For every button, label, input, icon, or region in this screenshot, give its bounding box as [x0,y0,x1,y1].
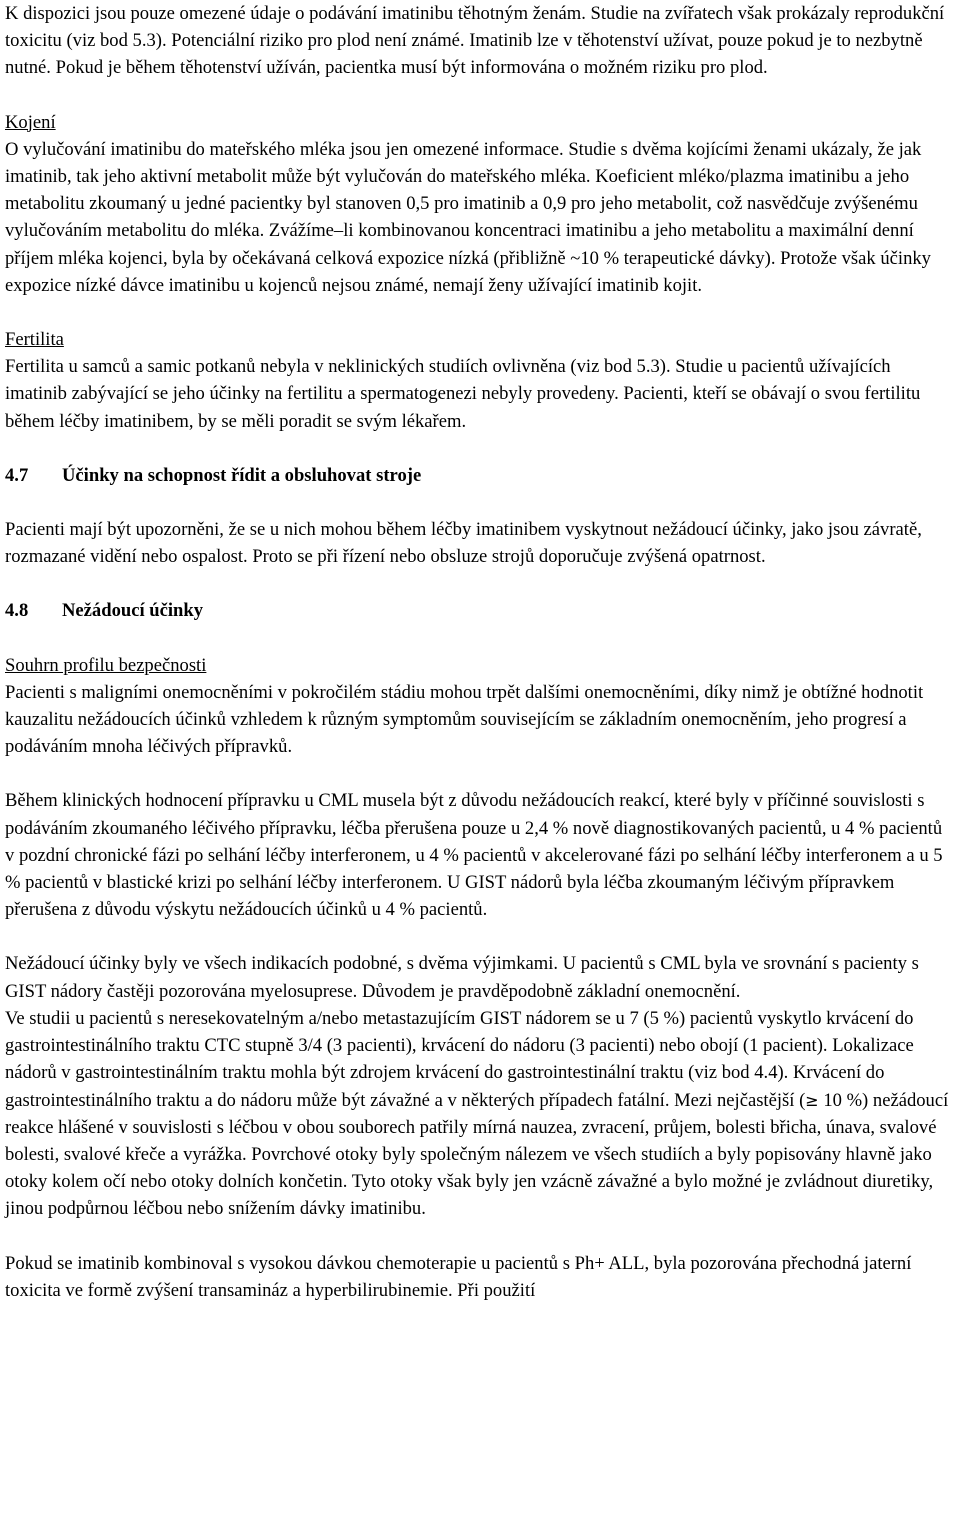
document-page [5,0,953,1304]
paragraph-text: 10 %) nežádoucí reakce hlášené v souvislosti s léčbou v obou souborech patřily mírná nauzea, zvracení, průjem, bolesti břicha, únava, svalové bolesti, svalové křeče a vyrážka. Povrchové otoky byly společným nálezem ve všech studiích a byly popisovány hlavně jako otoky kolem očí nebo otoky dolních končetin. Tyto otoky však byly jen vzácně závažné a bylo možné je zvládnout diuretiky, jinou podpůrnou léčbou nebo snížením dávky imatinibu. [5,1089,949,1220]
breastfeeding-subheading: Kojení [5,111,56,133]
pregnancy-paragraph: K dispozici jsou pouze omezené údaje o podávání imatinibu těhotným ženám. Studie na zvířatech však prokázaly reprodukční toxicitu (viz bod 5.3). Potenciální riziko pro plod není známé. Imatinib lze v těhotenství užívat, pouze pokud je to nezbytně nutné. Pokud je během těhotenství užíván, pacientka musí být informována o možném riziku pro plod. [5,3,945,79]
safety-profile-paragraph-4 [5,1005,953,1223]
spacer [5,299,953,326]
spacer [5,760,953,787]
section-number: 4.7 [5,464,29,486]
spacer [5,625,953,652]
spacer [5,1223,953,1250]
spacer [5,570,953,597]
greater-equal-symbol: ≥ [805,1090,819,1110]
fertility-paragraph: Fertilita u samců a samic potkanů nebyla v neklinických studiích ovlivněna (viz bod 5.3). Studie u pacientů užívajících imatinib zabývající se jeho účinky na fertilitu a spermatogenezi nebyly provedeny. Pacienti, kteří se obávají o svou fertilitu během léčby imatinibem, by se měli poradit se svým lékařem. [5,356,921,432]
section-title: Účinky na schopnost řídit a obsluhovat stroje [62,464,422,486]
fertility-subheading: Fertilita [5,329,64,351]
spacer [5,923,953,950]
safety-profile-subheading: Souhrn profilu bezpečnosti [5,654,207,676]
spacer [5,489,953,516]
section-4-8-heading [5,597,953,624]
section-4-7-heading [5,462,953,489]
section-title: Nežádoucí účinky [62,600,204,622]
safety-profile-paragraph-3: Nežádoucí účinky byly ve všech indikacích podobné, s dvěma výjimkami. U pacientů s CML byla ve srovnání s pacienty s GIST nádory častěji pozorována myelosuprese. Důvodem je pravděpodobně základní onemocnění. [5,953,919,1002]
spacer [5,82,953,109]
safety-profile-paragraph-5: Pokud se imatinib kombinoval s vysokou dávkou chemoterapie u pacientů s Ph+ ALL, byla pozorována přechodná jaterní toxicita ve formě zvýšení transamináz a hyperbilirubinemie. Při použití [5,1252,912,1301]
breastfeeding-paragraph: O vylučování imatinibu do mateřského mléka jsou jen omezené informace. Studie s dvěma kojícími ženami ukázaly, že jak imatinib, tak jeho aktivní metabolit může být vylučován do mateřského mléka. Koeficient mléko/plazma imatinibu a jeho metabolitu zkoumaný u jedné pacientky byl stanoven 0,5 pro imatinib a 0,9 pro jeho metabolit, což nasvědčuje zvýšenému vylučováním metabolitu do mléka. Zvážíme–li kombinovanou koncentraci imatinibu a jeho metabolitu a maximální denní příjem mléka kojenci, byla by očekávaná celková expozice nízká (přibližně ~10 % terapeutické dávky). Protože však účinky expozice nízké dávce imatinibu u kojenců nejsou známé, nemají ženy užívající imatinib kojit. [5,138,931,296]
paragraph-text: Ve studii u pacientů s neresekovatelným a/nebo metastazujícím GIST nádorem se u 7 (5 %) pacientů vyskytlo krvácení do gastrointestinálního traktu CTC stupně 3/4 (3 pacienti), krvácení do nádoru (3 pacienti) nebo obojí (1 pacient). Lokalizace nádorů v gastrointestinálním traktu mohla být zdrojem krvácení do gastrointestinální traktu (viz bod 4.4). Krvácení do gastrointestinálního traktu a do nádoru může být závažné a v některých případech fatální. Mezi nejčastější ( [5,1007,914,1111]
section-4-7-paragraph: Pacienti mají být upozorněni, že se u nich mohou během léčby imatinibem vyskytnout nežádoucí účinky, jako jsou závratě, rozmazané vidění nebo ospalost. Proto se při řízení nebo obsluze strojů doporučuje zvýšená opatrnost. [5,519,922,568]
safety-profile-paragraph-1: Pacienti s maligními onemocněními v pokročilém stádiu mohou trpět dalšími onemocněními, díky nimž je obtížné hodnotit kauzalitu nežádoucích účinků vzhledem k různým symptomům souvisejícím se základním onemocněním, jeho progresí a podáváním mnoha léčivých přípravků. [5,681,924,758]
spacer [5,435,953,462]
section-number: 4.8 [5,600,29,622]
safety-profile-paragraph-2: Během klinických hodnocení přípravku u CML musela být z důvodu nežádoucích reakcí, které byly v příčinné souvislosti s podáváním zkoumaného léčivého přípravku, léčba přerušena pouze u 2,4 % nově diagnostikovaných pacientů, u 4 % pacientů v pozdní chronické fázi po selhání léčby interferonem, u 4 % pacientů v akcelerované fázi po selhání léčby interferonem a u 5 % pacientů v blastické krizi po selhání léčby interferonem. U GIST nádorů byla léčba zkoumaným léčivým přípravkem přerušena z důvodu výskytu nežádoucích účinků u 4 % pacientů. [5,790,943,921]
